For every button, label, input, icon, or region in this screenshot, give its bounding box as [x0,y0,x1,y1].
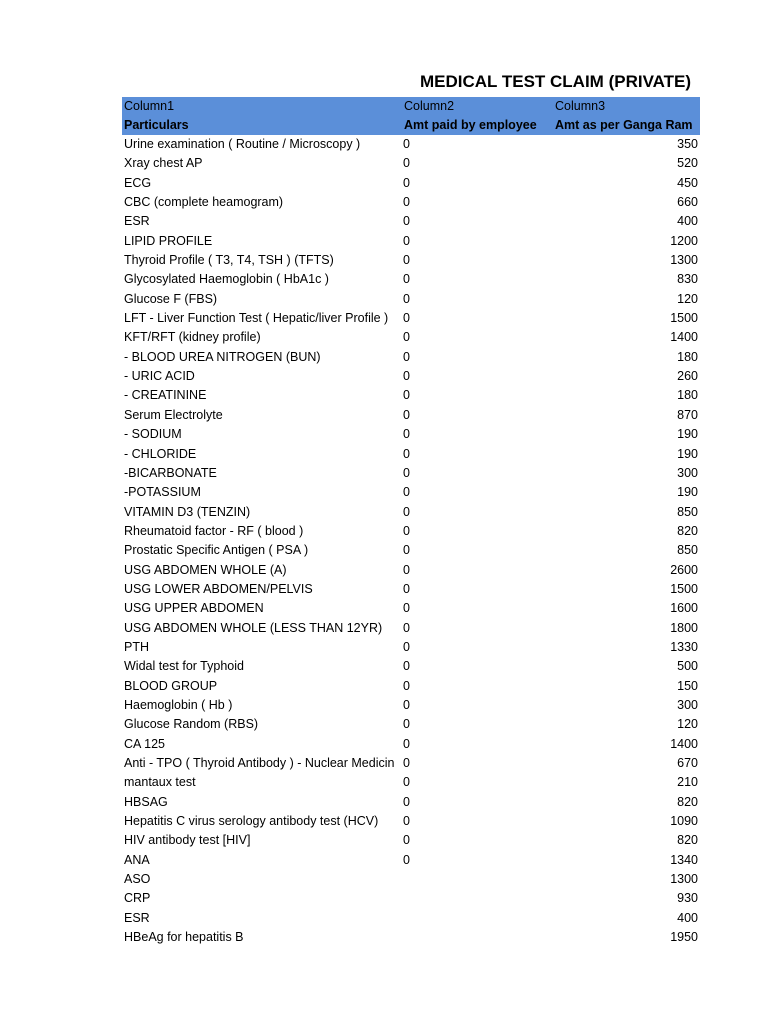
cell-amt-as-per-ganga-ram[interactable]: 520 [677,156,698,171]
cell-amt-as-per-ganga-ram[interactable]: 930 [677,891,698,906]
table-row [122,715,700,734]
cell-amt-paid-by-employee[interactable]: 0 [403,311,410,326]
cell-amt-paid-by-employee[interactable]: 0 [403,253,410,268]
cell-amt-paid-by-employee[interactable]: 0 [403,562,410,577]
cell-particulars[interactable]: CBC (complete heamogram) [124,195,284,210]
cell-amt-as-per-ganga-ram[interactable]: 120 [677,717,698,732]
cell-amt-paid-by-employee[interactable]: 0 [403,523,410,538]
header-amt-as-per-ganga-ram[interactable]: Amt as per Ganga Ram [555,118,693,132]
cell-amt-paid-by-employee[interactable]: 0 [403,852,410,867]
cell-amt-paid-by-employee[interactable]: 0 [403,349,410,364]
cell-amt-paid-by-employee[interactable]: 0 [403,756,410,770]
table-row [122,328,700,347]
table-row [122,174,700,193]
cell-amt-as-per-ganga-ram[interactable]: 2600 [670,562,698,577]
cell-particulars[interactable]: - CREATININE [124,388,207,403]
table-row [122,503,700,522]
cell-particulars[interactable]: - SODIUM [124,427,182,442]
cell-particulars[interactable]: Haemoglobin ( Hb ) [124,697,233,712]
cell-particulars[interactable]: CA 125 [124,736,166,751]
cell-amt-as-per-ganga-ram[interactable]: 820 [677,523,698,538]
header-amt-paid-by-employee[interactable]: Amt paid by employee [404,118,537,132]
cell-amt-paid-by-employee[interactable]: 0 [403,156,410,171]
cell-amt-paid-by-employee[interactable]: 0 [403,388,410,403]
cell-particulars[interactable]: Widal test for Typhoid [124,659,244,674]
cell-particulars[interactable]: - CHLORIDE [124,446,197,461]
cell-amt-as-per-ganga-ram[interactable]: 1300 [670,872,698,887]
table-row [122,154,700,173]
cell-amt-paid-by-employee[interactable]: 0 [403,736,410,751]
cell-amt-paid-by-employee[interactable] [402,870,553,889]
cell-amt-as-per-ganga-ram[interactable]: 1400 [670,736,698,751]
table-row [122,696,700,715]
cell-particulars[interactable]: Glycosylated Haemoglobin ( HbA1c ) [124,272,329,287]
cell-amt-as-per-ganga-ram[interactable]: 150 [677,678,698,693]
cell-particulars[interactable]: Xray chest AP [124,156,203,171]
cell-amt-as-per-ganga-ram[interactable]: 500 [677,659,698,674]
table-row [122,851,700,870]
table-row [122,348,700,367]
table-row [122,638,700,657]
table-row [122,445,700,464]
cell-particulars[interactable]: BLOOD GROUP [124,678,218,693]
cell-amt-as-per-ganga-ram[interactable]: 1500 [670,311,698,326]
cell-particulars[interactable]: USG ABDOMEN WHOLE (A) [124,562,287,577]
cell-particulars[interactable]: HIV antibody test [HIV] [124,833,251,848]
cell-amt-paid-by-employee[interactable]: 0 [403,407,410,422]
cell-amt-as-per-ganga-ram[interactable]: 190 [677,427,698,442]
cell-amt-paid-by-employee[interactable]: 0 [403,330,410,345]
table-row [122,367,700,386]
cell-particulars[interactable]: Glucose Random (RBS) [124,717,259,732]
cell-amt-paid-by-employee[interactable]: 0 [403,601,410,616]
table-row [122,561,700,580]
table-row [122,580,700,599]
cell-particulars[interactable]: ECG [124,175,152,190]
cell-particulars[interactable]: Hepatitis C virus serology antibody test (HCV) [124,814,379,829]
table-row [122,251,700,270]
cell-amt-as-per-ganga-ram[interactable]: 1340 [670,852,698,867]
cell-amt-as-per-ganga-ram[interactable]: 400 [677,910,698,925]
cell-amt-as-per-ganga-ram[interactable]: 1800 [670,620,698,635]
header-column1[interactable]: Column1 [124,99,175,113]
cell-particulars[interactable]: ANA [124,852,150,867]
cell-amt-as-per-ganga-ram[interactable]: 1200 [670,233,698,248]
table-row [122,386,700,405]
table-row [122,773,700,792]
cell-amt-as-per-ganga-ram[interactable]: 180 [677,388,698,403]
cell-amt-paid-by-employee[interactable]: 0 [403,581,410,596]
cell-amt-as-per-ganga-ram[interactable]: 1500 [670,581,698,596]
cell-amt-paid-by-employee[interactable]: 0 [403,137,410,151]
cell-amt-paid-by-employee[interactable] [402,889,553,908]
cell-amt-as-per-ganga-ram[interactable]: 190 [677,446,698,461]
cell-particulars[interactable]: USG ABDOMEN WHOLE (LESS THAN 12YR) [124,620,383,635]
cell-amt-paid-by-employee[interactable]: 0 [403,465,410,480]
table-row [122,290,700,309]
cell-amt-as-per-ganga-ram[interactable]: 210 [677,775,698,790]
table-row [122,483,700,502]
cell-particulars[interactable]: Glucose F (FBS) [124,291,218,306]
cell-particulars[interactable]: HBSAG [124,794,168,809]
cell-amt-paid-by-employee[interactable]: 0 [403,794,410,809]
table-row [122,619,700,638]
header-column2[interactable]: Column2 [404,99,455,113]
cell-amt-as-per-ganga-ram[interactable]: 120 [677,291,698,306]
cell-particulars[interactable]: - URIC ACID [124,369,195,384]
table-row [122,193,700,212]
table-row [122,657,700,676]
table-row [122,522,700,541]
cell-amt-paid-by-employee[interactable]: 0 [403,775,410,790]
cell-amt-as-per-ganga-ram[interactable]: 820 [677,833,698,848]
cell-particulars[interactable]: Anti - TPO ( Thyroid Antibody ) - Nuclear Medicin [124,756,395,770]
cell-amt-paid-by-employee[interactable]: 0 [403,697,410,712]
cell-amt-paid-by-employee[interactable]: 0 [403,543,410,558]
cell-amt-paid-by-employee[interactable]: 0 [403,485,410,500]
cell-amt-paid-by-employee[interactable]: 0 [403,291,410,306]
cell-particulars[interactable]: Urine examination ( Routine / Microscopy ) [124,137,361,151]
cell-amt-as-per-ganga-ram[interactable]: 830 [677,272,698,287]
cell-amt-as-per-ganga-ram[interactable]: 1330 [670,639,698,654]
cell-amt-as-per-ganga-ram[interactable]: 190 [677,485,698,500]
table-row [122,135,700,154]
claim-table [122,97,700,947]
cell-amt-as-per-ganga-ram[interactable]: 300 [677,465,698,480]
table-row [122,464,700,483]
cell-amt-paid-by-employee[interactable]: 0 [403,504,410,519]
cell-amt-paid-by-employee[interactable]: 0 [403,214,410,229]
table-row [122,677,700,696]
cell-amt-paid-by-employee[interactable]: 0 [403,427,410,442]
cell-particulars[interactable]: Thyroid Profile ( T3, T4, TSH ) (TFTS) [124,253,334,268]
cell-amt-paid-by-employee[interactable]: 0 [403,272,410,287]
cell-amt-as-per-ganga-ram[interactable]: 350 [677,137,698,151]
cell-particulars[interactable]: HBeAg for hepatitis B [124,930,244,945]
cell-amt-as-per-ganga-ram[interactable]: 400 [677,214,698,229]
table-row [122,928,700,947]
cell-amt-as-per-ganga-ram[interactable]: 1400 [670,330,698,345]
table-body [122,135,700,947]
cell-particulars[interactable]: CRP [124,891,151,906]
cell-amt-paid-by-employee[interactable]: 0 [403,369,410,384]
table-row [122,831,700,850]
cell-particulars[interactable]: ESR [124,214,150,229]
table-row [122,754,700,773]
cell-particulars[interactable]: Prostatic Specific Antigen ( PSA ) [124,543,309,558]
cell-amt-as-per-ganga-ram[interactable]: 670 [677,756,698,770]
cell-amt-paid-by-employee[interactable]: 0 [403,175,410,190]
table-row [122,889,700,908]
table-row [122,541,700,560]
cell-particulars[interactable]: -BICARBONATE [124,465,217,480]
table-row [122,812,700,831]
cell-amt-as-per-ganga-ram[interactable]: 820 [677,794,698,809]
cell-amt-paid-by-employee[interactable] [402,928,553,947]
cell-particulars[interactable]: USG LOWER ABDOMEN/PELVIS [124,581,313,596]
cell-particulars[interactable]: PTH [124,639,149,654]
cell-amt-as-per-ganga-ram[interactable]: 1600 [670,601,698,616]
cell-amt-as-per-ganga-ram[interactable]: 1950 [670,930,698,945]
page-title: MEDICAL TEST CLAIM (PRIVATE) [420,72,692,91]
header-column3[interactable]: Column3 [555,99,606,113]
cell-particulars[interactable]: mantaux test [124,775,196,790]
cell-amt-paid-by-employee[interactable]: 0 [403,639,410,654]
cell-amt-paid-by-employee[interactable]: 0 [403,659,410,674]
cell-particulars[interactable]: ASO [124,872,151,887]
table-row [122,793,700,812]
cell-particulars[interactable]: LFT - Liver Function Test ( Hepatic/liver Profile ) [124,311,389,326]
cell-amt-as-per-ganga-ram[interactable]: 1300 [670,253,698,268]
cell-particulars[interactable]: KFT/RFT (kidney profile) [124,330,261,345]
cell-particulars[interactable]: - BLOOD UREA NITROGEN (BUN) [124,349,321,364]
table-row [122,232,700,251]
cell-amt-as-per-ganga-ram[interactable]: 450 [677,175,698,190]
cell-amt-as-per-ganga-ram[interactable]: 850 [677,543,698,558]
table-row [122,270,700,289]
cell-amt-paid-by-employee[interactable]: 0 [403,233,410,248]
cell-amt-paid-by-employee[interactable]: 0 [403,195,410,210]
header-row-labels [122,116,700,135]
table-row [122,909,700,928]
cell-amt-paid-by-employee[interactable]: 0 [403,717,410,732]
header-particulars[interactable]: Particulars [124,118,189,132]
cell-particulars[interactable]: VITAMIN D3 (TENZIN) [124,504,251,519]
cell-amt-as-per-ganga-ram[interactable]: 870 [677,407,698,422]
table-row [122,309,700,328]
table-row [122,735,700,754]
cell-amt-as-per-ganga-ram[interactable]: 660 [677,195,698,210]
table-row [122,212,700,231]
cell-amt-as-per-ganga-ram[interactable]: 260 [677,369,698,384]
table-row [122,406,700,425]
cell-particulars[interactable]: ESR [124,910,150,925]
table-row [122,599,700,618]
cell-particulars[interactable]: -POTASSIUM [124,485,201,500]
cell-amt-paid-by-employee[interactable]: 0 [403,833,410,848]
cell-amt-paid-by-employee[interactable]: 0 [403,446,410,461]
cell-amt-as-per-ganga-ram[interactable]: 850 [677,504,698,519]
header-row-column-names [122,97,700,116]
table-row [122,425,700,444]
table-row [122,870,700,889]
cell-particulars[interactable]: Rheumatoid factor - RF ( blood ) [124,523,304,538]
cell-amt-as-per-ganga-ram[interactable]: 300 [677,697,698,712]
cell-particulars[interactable]: LIPID PROFILE [124,233,213,248]
cell-amt-paid-by-employee[interactable]: 0 [403,678,410,693]
cell-amt-as-per-ganga-ram[interactable]: 180 [677,349,698,364]
cell-amt-as-per-ganga-ram[interactable]: 1090 [670,814,698,829]
cell-amt-paid-by-employee[interactable]: 0 [403,814,410,829]
cell-amt-paid-by-employee[interactable]: 0 [403,620,410,635]
cell-particulars[interactable]: Serum Electrolyte [124,407,223,422]
cell-particulars[interactable]: USG UPPER ABDOMEN [124,601,264,616]
cell-amt-paid-by-employee[interactable] [402,909,553,928]
